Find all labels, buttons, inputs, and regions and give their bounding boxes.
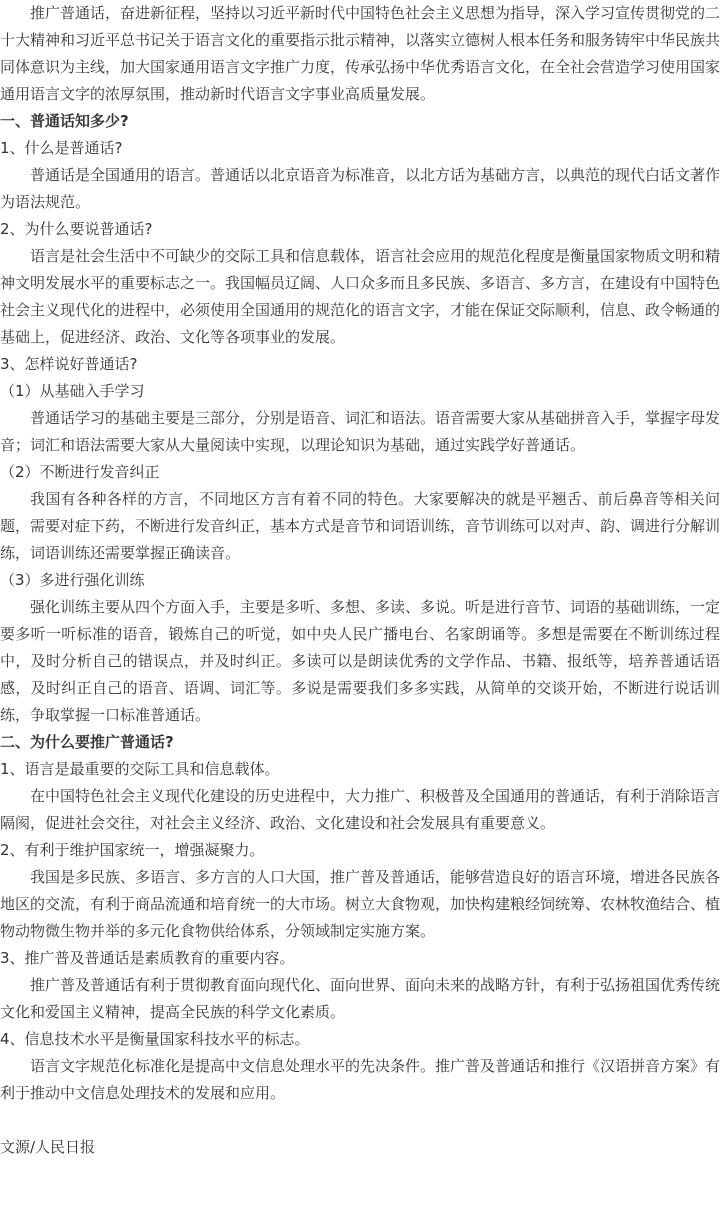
subheading-3-text: 强化训练主要从四个方面入手，主要是多听、多想、多读、多说。听是进行音节、词语的基础训练，一定要多听一听标准的语音，锻炼自己的听觉，如中央人民广播电台、名家朗诵等。多想是需要在不断训练过程中，及时分析自己的错误点，并及时纠正。多读可以是朗读优秀的文学作品、书籍、报纸等，培养普通话语感，及时纠正自己的语音、语调、词汇等。多说是需要我们多多实践，从简单的交谈开始，不断进行说话训练，争取掌握一口标准普通话。 — [0, 598, 720, 724]
section-2-heading: 二、为什么要推广普通话? — [0, 733, 174, 751]
reason-2: 2、有利于维护国家统一，增强凝聚力。 — [0, 841, 265, 859]
reason-1-text: 在中国特色社会主义现代化建设的历史进程中，大力推广、积极普及全国通用的普通话，有利于消除语言隔阂，促进社会交往，对社会主义经济、政治、文化建设和社会发展具有重要意义。 — [0, 787, 720, 832]
answer-2: 语言是社会生活中不可缺少的交际工具和信息载体，语言社会应用的规范化程度是衡量国家物质文明和精神文明发展水平的重要标志之一。我国幅员辽阔、人口众多而且多民族、多语言、多方言，在建设有中国特色社会主义现代化的进程中，必须使用全国通用的规范化的语言文字，才能在保证交际顺利，信息、政令畅通的基础上，促进经济、政治、文化等各项事业的发展。 — [0, 247, 720, 346]
reason-2-text: 我国是多民族、多语言、多方言的人口大国，推广普及普通话，能够营造良好的语言环境，增进各民族各地区的交流，有利于商品流通和培育统一的大市场。树立大食物观，加快构建粮经饲统筹、农林牧渔结合、植物动物微生物并举的多元化食物供给体系，分领域制定实施方案。 — [0, 868, 720, 940]
reason-3: 3、推广普及普通话是素质教育的重要内容。 — [0, 949, 295, 967]
section-1-heading: 一、普通话知多少? — [0, 112, 129, 130]
question-2: 2、为什么要说普通话? — [0, 220, 153, 238]
subheading-1: （1）从基础入手学习 — [0, 382, 145, 400]
source-credit: 文源/人民日报 — [0, 1138, 96, 1156]
question-3: 3、怎样说好普通话? — [0, 355, 138, 373]
subheading-2-text: 我国有各种各样的方言，不同地区方言有着不同的特色。大家要解决的就是平翘舌、前后鼻音等相关问题，需要对症下药，不断进行发音纠正，基本方式是音节和词语训练，音节训练可以对声、韵、调进行分解训练，词语训练还需要掌握正确读音。 — [0, 490, 720, 562]
subheading-1-text: 普通话学习的基础主要是三部分，分别是语音、词汇和语法。语音需要大家从基础拼音入手，掌握字母发音；词汇和语法需要大家从大量阅读中实现，以理论知识为基础，通过实践学好普通话。 — [0, 409, 720, 454]
reason-3-text: 推广普及普通话有利于贯彻教育面向现代化、面向世界、面向未来的战略方针，有利于弘扬祖国优秀传统文化和爱国主义精神，提高全民族的科学文化素质。 — [0, 976, 720, 1021]
question-1: 1、什么是普通话? — [0, 139, 123, 157]
reason-4: 4、信息技术水平是衡量国家科技水平的标志。 — [0, 1030, 310, 1048]
subheading-2: （2）不断进行发音纠正 — [0, 463, 160, 481]
reason-1: 1、语言是最重要的交际工具和信息载体。 — [0, 760, 280, 778]
answer-1: 普通话是全国通用的语言。普通话以北京语音为标准音，以北方话为基础方言，以典范的现代白话文著作为语法规范。 — [0, 166, 720, 211]
subheading-3: （3）多进行强化训练 — [0, 571, 145, 589]
reason-4-text: 语言文字规范化标准化是提高中文信息处理水平的先决条件。推广普及普通话和推行《汉语拼音方案》有利于推动中文信息处理技术的发展和应用。 — [0, 1057, 720, 1102]
intro-paragraph: 推广普通话，奋进新征程，坚持以习近平新时代中国特色社会主义思想为指导，深入学习宣传贯彻党的二十大精神和习近平总书记关于语言文化的重要指示批示精神，以落实立德树人根本任务和服务铸牢中华民族共同体意识为主线，加大国家通用语言文字推广力度，传承弘扬中华优秀语言文化，在全社会营造学习使用国家通用语言文字的浓厚氛围，推动新时代语言文字事业高质量发展。 — [0, 4, 720, 103]
